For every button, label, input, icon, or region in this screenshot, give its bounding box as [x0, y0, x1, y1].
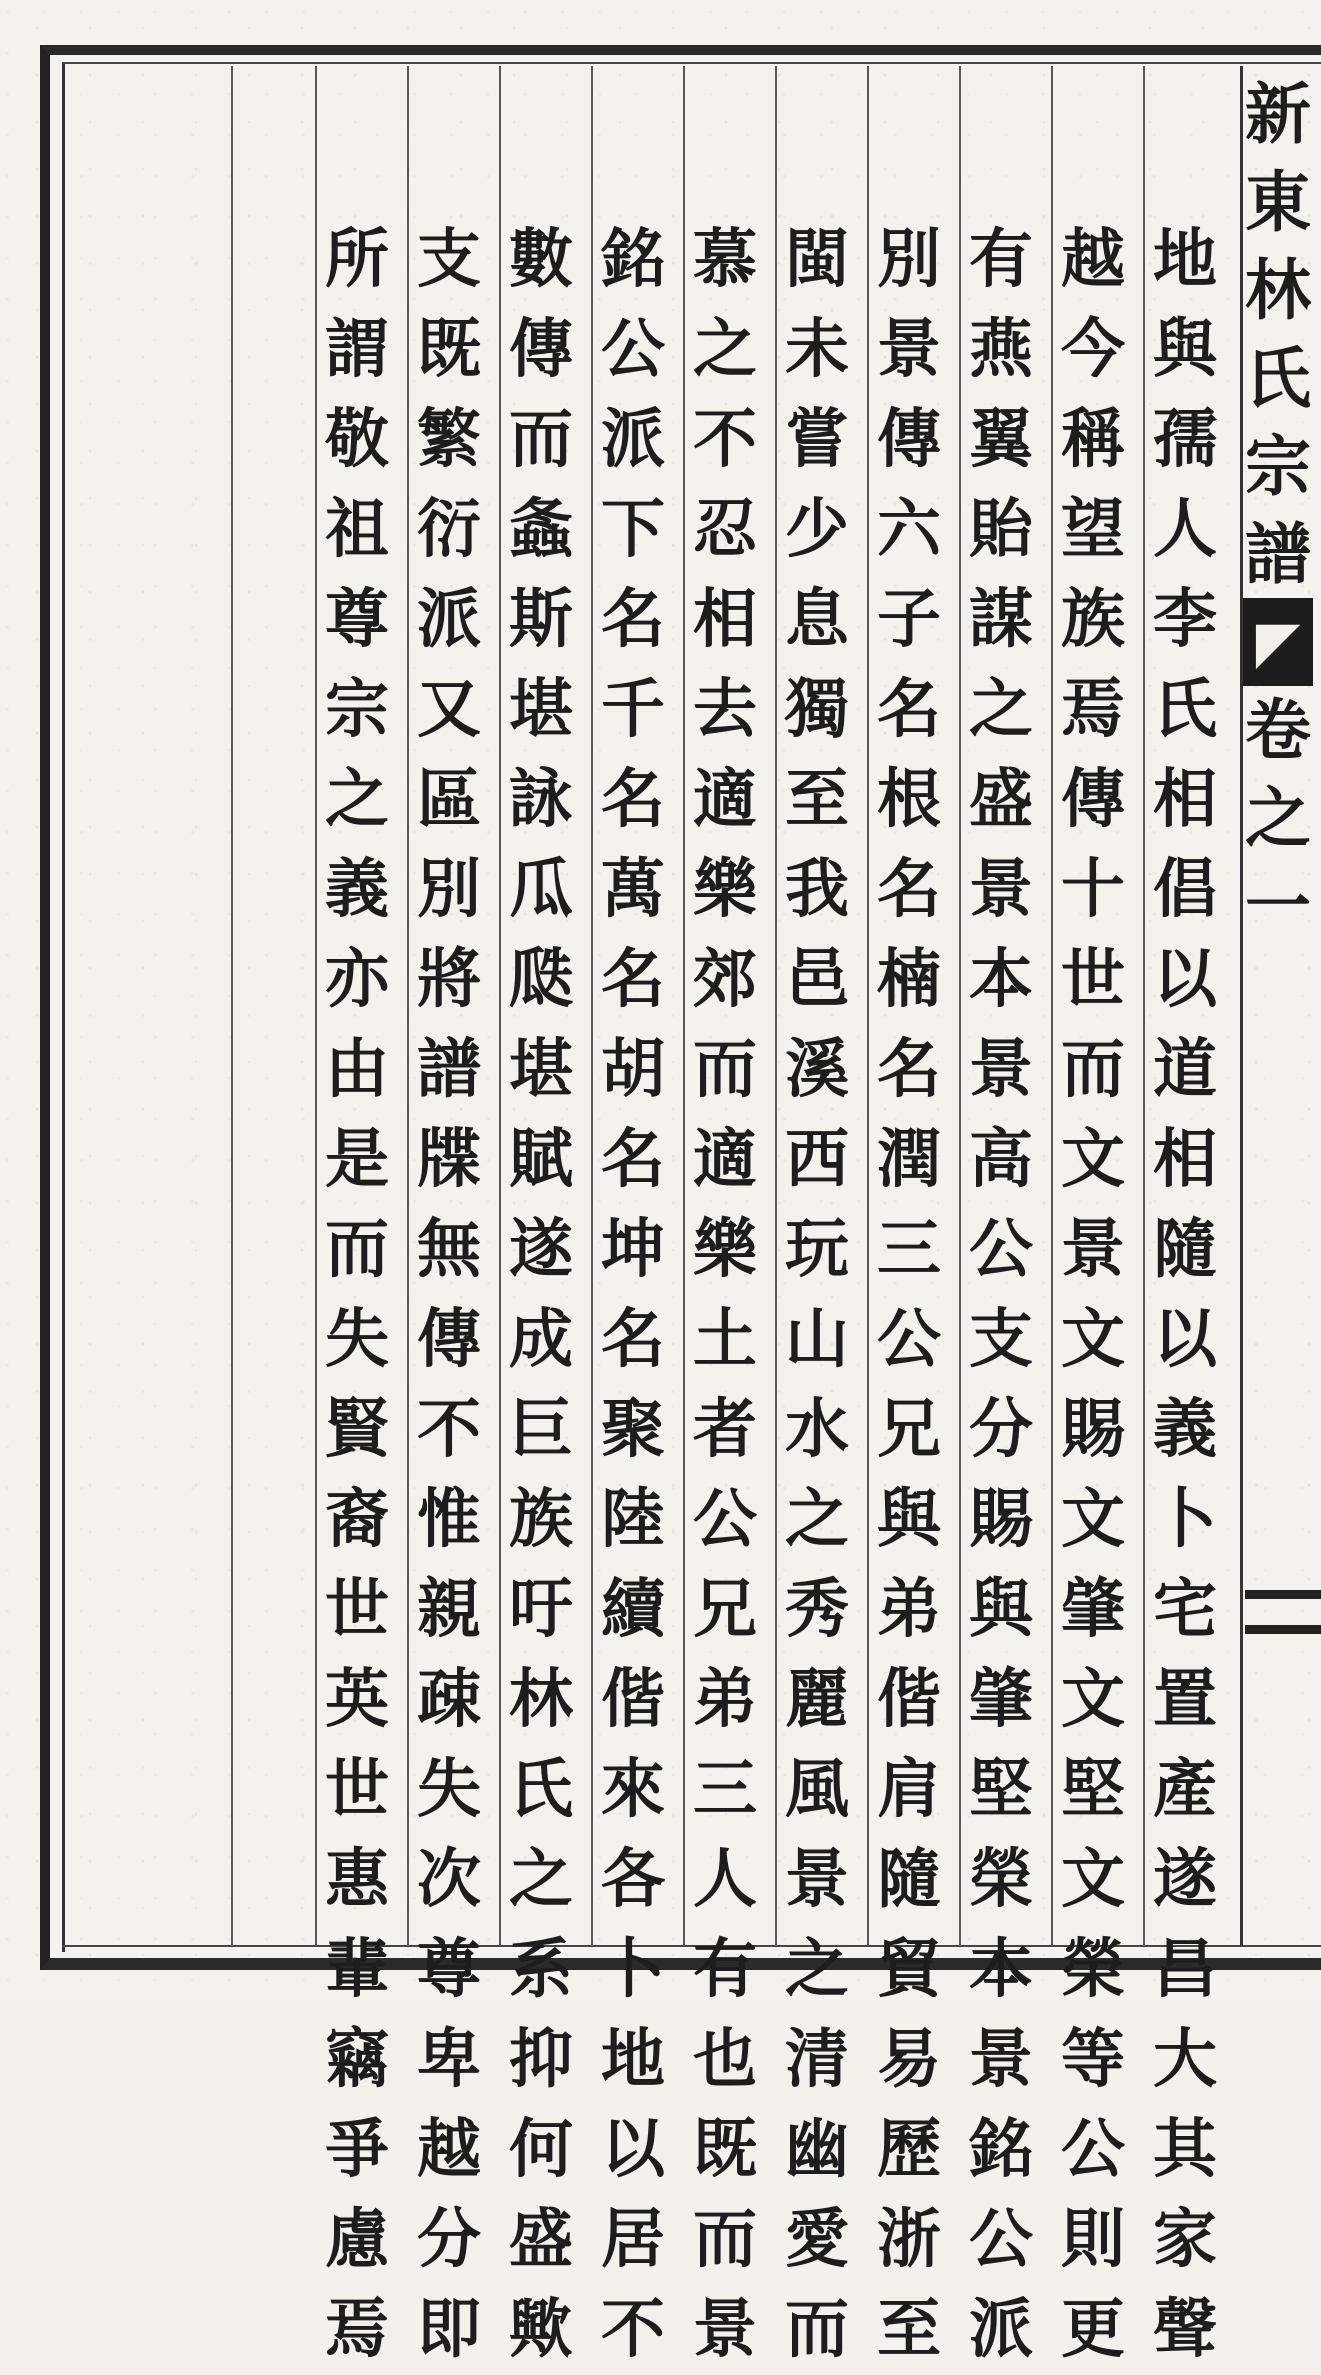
text-char: 秀 — [785, 1572, 849, 1647]
text-char: 聚 — [601, 1392, 665, 1467]
text-char: 祖 — [325, 492, 389, 567]
text-char: 族 — [509, 1482, 573, 1557]
text-char: 者 — [693, 1392, 757, 1467]
text-char: 尊 — [417, 1932, 481, 2007]
text-char: 名 — [877, 1032, 941, 1107]
text-char: 分 — [969, 1392, 1033, 1467]
text-char: 樂 — [693, 1212, 757, 1287]
title-char: 氏 — [1245, 339, 1311, 417]
text-char: 嘗 — [785, 402, 849, 477]
text-char: 與 — [969, 1572, 1033, 1647]
text-char: 水 — [785, 1392, 849, 1467]
text-char: 敬 — [325, 402, 389, 477]
text-char: 公 — [1061, 2112, 1125, 2187]
text-char: 輩 — [325, 1932, 389, 2007]
text-char: 燕 — [969, 312, 1033, 387]
title-after-text — [1245, 686, 1311, 950]
title-char: 宗 — [1245, 427, 1311, 505]
text-char: 盛 — [509, 2202, 573, 2277]
text-char: 景 — [693, 2292, 757, 2367]
text-char: 相 — [1153, 762, 1217, 837]
text-char: 遂 — [509, 1212, 573, 1287]
text-char: 所 — [325, 222, 389, 297]
text-char: 望 — [1061, 492, 1125, 567]
text-char: 失 — [417, 1752, 481, 1827]
text-char: 宗 — [325, 672, 389, 747]
text-char: 六 — [877, 492, 941, 567]
text-char: 吁 — [509, 1572, 573, 1647]
text-char: 子 — [877, 582, 941, 657]
text-char: 以 — [1153, 942, 1217, 1017]
text-char: 銘 — [601, 222, 665, 297]
text-char: 至 — [785, 762, 849, 837]
text-char: 與 — [877, 1482, 941, 1557]
text-char: 名 — [877, 672, 941, 747]
text-char: 系 — [509, 1932, 573, 2007]
text-char: 未 — [785, 312, 849, 387]
text-char: 肇 — [969, 1662, 1033, 1737]
title-char: 之 — [1245, 779, 1311, 857]
title-char: 東 — [1245, 163, 1311, 241]
text-char: 至 — [877, 2292, 941, 2367]
frame-inner-top-rule — [62, 62, 1321, 64]
text-char: 楠 — [877, 942, 941, 1017]
text-char: 偕 — [877, 1662, 941, 1737]
text-char: 郊 — [693, 942, 757, 1017]
text-char: 隨 — [1153, 1212, 1217, 1287]
title-marker: ◤ — [1243, 598, 1313, 686]
text-char: 歷 — [877, 2112, 941, 2187]
text-char: 詠 — [509, 762, 573, 837]
text-char: 根 — [877, 762, 941, 837]
text-char: 親 — [417, 1572, 481, 1647]
text-char: 慮 — [325, 2202, 389, 2277]
text-char: 賢 — [325, 1392, 389, 1467]
text-char: 義 — [325, 852, 389, 927]
text-char: 有 — [969, 222, 1033, 297]
text-char: 衍 — [417, 492, 481, 567]
text-char: 抑 — [509, 2022, 573, 2097]
text-char: 是 — [325, 1122, 389, 1197]
text-char: 置 — [1153, 1662, 1217, 1737]
text-char: 閩 — [785, 222, 849, 297]
text-char: 浙 — [877, 2202, 941, 2277]
text-char: 裔 — [325, 1482, 389, 1557]
text-column — [863, 215, 955, 2367]
text-char: 家 — [1153, 2202, 1217, 2277]
text-char: 英 — [325, 1662, 389, 1737]
text-char: 螽 — [509, 492, 573, 567]
text-char: 本 — [969, 942, 1033, 1017]
text-char: 名 — [601, 1302, 665, 1377]
text-char: 玩 — [785, 1212, 849, 1287]
text-char: 忍 — [693, 492, 757, 567]
text-char: 謀 — [969, 582, 1033, 657]
text-char: 賦 — [509, 1122, 573, 1197]
text-char: 公 — [693, 1482, 757, 1557]
text-char: 無 — [417, 1212, 481, 1287]
text-char: 之 — [509, 1842, 573, 1917]
text-char: 公 — [969, 2202, 1033, 2277]
text-char: 稱 — [1061, 402, 1125, 477]
text-char: 失 — [325, 1302, 389, 1377]
text-char: 景 — [969, 852, 1033, 927]
text-char: 越 — [417, 2112, 481, 2187]
text-char: 則 — [1061, 2202, 1125, 2277]
text-char: 貿 — [877, 1932, 941, 2007]
text-char: 與 — [1153, 312, 1217, 387]
text-char: 而 — [693, 1032, 757, 1107]
text-char: 堪 — [509, 672, 573, 747]
text-char: 由 — [325, 1032, 389, 1107]
text-column — [771, 215, 863, 2367]
text-char: 何 — [509, 2112, 573, 2187]
text-char: 銘 — [969, 2112, 1033, 2187]
text-char: 萬 — [601, 852, 665, 927]
text-char: 亦 — [325, 942, 389, 1017]
title-char: 譜 — [1245, 515, 1311, 593]
text-char: 產 — [1153, 1752, 1217, 1827]
text-char: 孺 — [1153, 402, 1217, 477]
text-char: 支 — [969, 1302, 1033, 1377]
text-char: 謂 — [325, 312, 389, 387]
text-char: 之 — [969, 672, 1033, 747]
text-char: 卑 — [417, 2022, 481, 2097]
text-char: 肩 — [877, 1752, 941, 1827]
text-char: 潤 — [877, 1122, 941, 1197]
text-char: 世 — [325, 1572, 389, 1647]
text-char: 惟 — [417, 1482, 481, 1557]
text-char: 數 — [509, 222, 573, 297]
text-char: 麗 — [785, 1662, 849, 1737]
text-char: 公 — [601, 312, 665, 387]
text-char: 下 — [601, 492, 665, 567]
text-char: 偕 — [601, 1662, 665, 1737]
text-char: 區 — [417, 762, 481, 837]
text-char: 陸 — [601, 1482, 665, 1557]
text-char: 更 — [1061, 2292, 1125, 2367]
text-char: 文 — [1061, 1662, 1125, 1737]
text-char: 將 — [417, 942, 481, 1017]
text-char: 翼 — [969, 402, 1033, 477]
text-char: 兄 — [693, 1572, 757, 1647]
text-char: 有 — [693, 1932, 757, 2007]
text-char: 息 — [785, 582, 849, 657]
text-char: 名 — [601, 762, 665, 837]
text-char: 歟 — [509, 2292, 573, 2367]
text-char: 繁 — [417, 402, 481, 477]
text-char: 地 — [601, 2022, 665, 2097]
text-char: 名 — [601, 1122, 665, 1197]
text-char: 去 — [693, 672, 757, 747]
text-char: 而 — [1061, 1032, 1125, 1107]
text-char: 相 — [1153, 1122, 1217, 1197]
title-char: 新 — [1245, 75, 1311, 153]
text-char: 名 — [601, 942, 665, 1017]
text-char: 傳 — [417, 1302, 481, 1377]
text-char: 續 — [601, 1572, 665, 1647]
text-char: 三 — [693, 1752, 757, 1827]
text-char: 成 — [509, 1302, 573, 1377]
text-char: 爭 — [325, 2112, 389, 2187]
text-char: 族 — [1061, 582, 1125, 657]
text-char: 卜 — [1153, 1482, 1217, 1557]
text-char: 文 — [1061, 1482, 1125, 1557]
text-char: 宅 — [1153, 1572, 1217, 1647]
text-char: 各 — [601, 1842, 665, 1917]
text-char: 牒 — [417, 1122, 481, 1197]
text-char: 氏 — [1153, 672, 1217, 747]
text-char: 胡 — [601, 1032, 665, 1107]
text-char: 之 — [785, 1932, 849, 2007]
text-char: 今 — [1061, 312, 1125, 387]
text-char: 而 — [509, 402, 573, 477]
text-char: 山 — [785, 1302, 849, 1377]
text-char: 堅 — [1061, 1752, 1125, 1827]
text-char: 譜 — [417, 1032, 481, 1107]
text-char: 慕 — [693, 222, 757, 297]
text-char: 不 — [417, 1392, 481, 1467]
text-char: 惠 — [325, 1842, 389, 1917]
text-char: 賜 — [969, 1482, 1033, 1557]
text-char: 斯 — [509, 582, 573, 657]
text-char: 不 — [601, 2292, 665, 2367]
text-char: 世 — [325, 1752, 389, 1827]
text-char: 景 — [877, 312, 941, 387]
text-char: 又 — [417, 672, 481, 747]
text-char: 兄 — [877, 1392, 941, 1467]
text-column — [587, 215, 679, 2367]
text-char: 景 — [969, 1032, 1033, 1107]
text-char: 倡 — [1153, 852, 1217, 927]
text-char: 高 — [969, 1122, 1033, 1197]
text-char: 公 — [877, 1302, 941, 1377]
text-char: 尊 — [325, 582, 389, 657]
text-char: 派 — [969, 2292, 1033, 2367]
text-char: 巨 — [509, 1392, 573, 1467]
text-char: 邑 — [785, 942, 849, 1017]
text-char: 焉 — [1061, 672, 1125, 747]
text-char: 等 — [1061, 2022, 1125, 2097]
text-char: 之 — [325, 762, 389, 837]
text-char: 十 — [1061, 852, 1125, 927]
text-char: 人 — [693, 1842, 757, 1917]
text-column — [679, 215, 771, 2367]
text-char: 而 — [785, 2292, 849, 2367]
text-char: 林 — [509, 1662, 573, 1737]
text-char: 既 — [417, 312, 481, 387]
text-char: 之 — [785, 1482, 849, 1557]
text-char: 焉 — [325, 2292, 389, 2367]
text-char: 派 — [601, 402, 665, 477]
text-column — [1139, 215, 1231, 2367]
text-char: 不 — [693, 402, 757, 477]
text-char: 西 — [785, 1122, 849, 1197]
text-char: 坤 — [601, 1212, 665, 1287]
text-char: 本 — [969, 1932, 1033, 2007]
text-char: 氏 — [509, 1752, 573, 1827]
text-char: 適 — [693, 762, 757, 837]
text-char: 派 — [417, 582, 481, 657]
text-column — [311, 215, 403, 2367]
text-char: 即 — [417, 2292, 481, 2367]
text-char: 瓜 — [509, 852, 573, 927]
text-char: 昌 — [1153, 1932, 1217, 2007]
text-char: 相 — [693, 582, 757, 657]
text-column — [955, 215, 1047, 2367]
frame-inner-left-rule — [62, 62, 65, 1952]
text-char: 隨 — [877, 1842, 941, 1917]
text-char: 風 — [785, 1752, 849, 1827]
text-char: 而 — [693, 2202, 757, 2277]
text-char: 我 — [785, 852, 849, 927]
margin-tick — [1245, 1625, 1321, 1634]
text-char: 獨 — [785, 672, 849, 747]
text-char: 幽 — [785, 2112, 849, 2187]
text-char: 少 — [785, 492, 849, 567]
text-char: 越 — [1061, 222, 1125, 297]
text-char: 堅 — [969, 1752, 1033, 1827]
text-char: 清 — [785, 2022, 849, 2097]
text-char: 溪 — [785, 1032, 849, 1107]
text-char: 景 — [785, 1842, 849, 1917]
text-char: 貽 — [969, 492, 1033, 567]
text-char: 李 — [1153, 582, 1217, 657]
title-char: 卷 — [1245, 691, 1311, 769]
text-char: 其 — [1153, 2112, 1217, 2187]
text-char: 也 — [693, 2022, 757, 2097]
text-char: 文 — [1061, 1122, 1125, 1197]
text-char: 人 — [1153, 492, 1217, 567]
text-char: 易 — [877, 2022, 941, 2097]
text-char: 文 — [1061, 1302, 1125, 1377]
text-char: 肇 — [1061, 1572, 1125, 1647]
text-char: 聲 — [1153, 2292, 1217, 2367]
text-char: 別 — [417, 852, 481, 927]
text-char: 義 — [1153, 1392, 1217, 1467]
text-char: 堪 — [509, 1032, 573, 1107]
text-char: 名 — [877, 852, 941, 927]
text-char: 三 — [877, 1212, 941, 1287]
text-char: 世 — [1061, 942, 1125, 1017]
text-char: 樂 — [693, 852, 757, 927]
text-char: 以 — [1153, 1302, 1217, 1377]
column-rule — [231, 66, 233, 1946]
text-char: 疎 — [417, 1662, 481, 1737]
text-char: 地 — [1153, 222, 1217, 297]
text-char: 分 — [417, 2202, 481, 2277]
text-char: 弟 — [693, 1662, 757, 1737]
text-char: 名 — [601, 582, 665, 657]
text-char: 千 — [601, 672, 665, 747]
text-char: 居 — [601, 2202, 665, 2277]
text-char: 既 — [693, 2112, 757, 2187]
text-char: 景 — [969, 2022, 1033, 2097]
text-char: 賜 — [1061, 1392, 1125, 1467]
text-char: 景 — [1061, 1212, 1125, 1287]
text-char: 傳 — [509, 312, 573, 387]
title-before-text — [1245, 70, 1311, 598]
text-char: 卜 — [601, 1932, 665, 2007]
text-char: 愛 — [785, 2202, 849, 2277]
text-char: 以 — [601, 2112, 665, 2187]
text-char: 而 — [325, 1212, 389, 1287]
text-char: 弟 — [877, 1572, 941, 1647]
text-char: 盛 — [969, 762, 1033, 837]
text-char: 道 — [1153, 1032, 1217, 1107]
text-column — [1047, 215, 1139, 2367]
title-char: 林 — [1245, 251, 1311, 329]
text-char: 傳 — [1061, 762, 1125, 837]
text-column — [495, 215, 587, 2367]
margin-tick — [1245, 1590, 1321, 1599]
text-char: 大 — [1153, 2022, 1217, 2097]
text-char: 適 — [693, 1122, 757, 1197]
text-char: 支 — [417, 222, 481, 297]
text-char: 榮 — [1061, 1932, 1125, 2007]
text-char: 榮 — [969, 1842, 1033, 1917]
text-char: 瓞 — [509, 942, 573, 1017]
title-char: 一 — [1245, 867, 1311, 945]
text-char: 次 — [417, 1842, 481, 1917]
text-char: 遂 — [1153, 1842, 1217, 1917]
page-title — [1235, 70, 1321, 950]
text-char: 文 — [1061, 1842, 1125, 1917]
text-char: 來 — [601, 1752, 665, 1827]
text-char: 公 — [969, 1212, 1033, 1287]
text-column — [403, 215, 495, 2367]
text-char: 竊 — [325, 2022, 389, 2097]
text-char: 土 — [693, 1302, 757, 1377]
text-char: 傳 — [877, 402, 941, 477]
text-char: 別 — [877, 222, 941, 297]
text-char: 之 — [693, 312, 757, 387]
